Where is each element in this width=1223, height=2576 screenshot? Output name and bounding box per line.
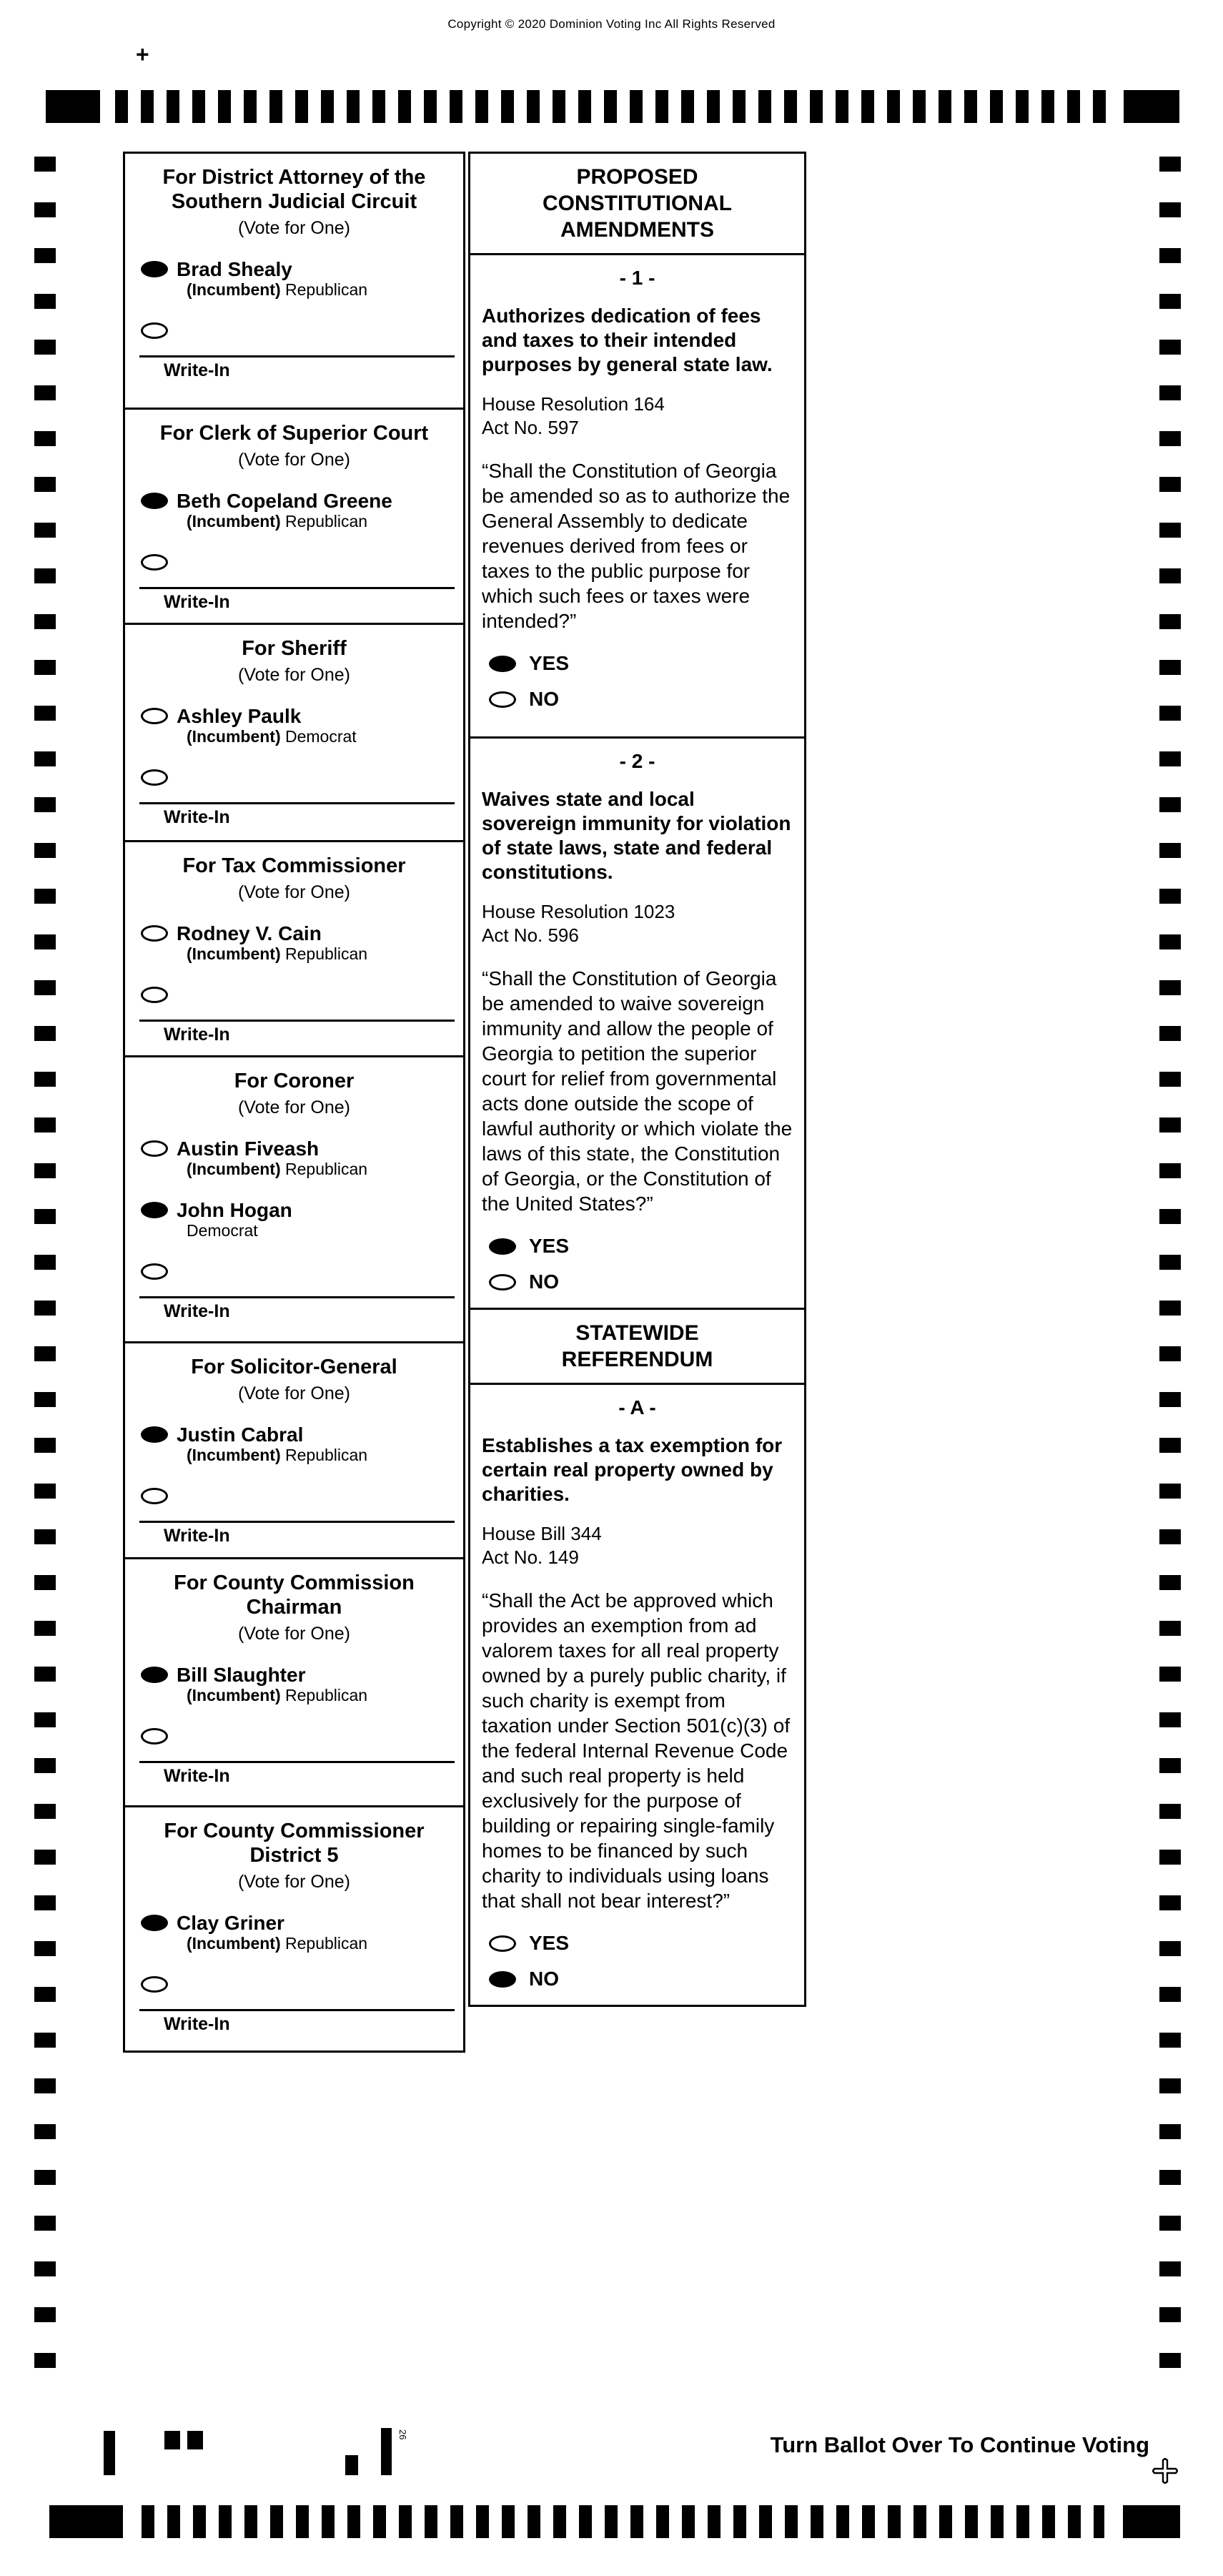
timing-block [49, 2505, 123, 2538]
contest-coroner [125, 1057, 463, 1343]
writein-label: Write-In [164, 1301, 230, 1321]
contest-title: For District Attorney of the Southern Judicial Circuit [162, 166, 426, 213]
measure-amendment-1 [470, 255, 804, 739]
measure-number: - A - [618, 1396, 656, 1418]
measure-references: House Resolution 1023 Act No. 596 [482, 901, 675, 946]
selection-bubble[interactable] [489, 1971, 516, 1988]
candidate-option[interactable] [125, 1199, 463, 1240]
candidate-option[interactable] [125, 1664, 463, 1705]
measure-number: - 1 - [619, 267, 655, 289]
alignment-cross-icon [1152, 2458, 1178, 2484]
writein-bubble[interactable] [141, 1488, 168, 1504]
option-yes[interactable]: YES [489, 1235, 793, 1258]
turn-ballot-over-instruction: Turn Ballot Over To Continue Voting [770, 2432, 1149, 2457]
writein-label: Write-In [164, 1025, 230, 1045]
measure-references: House Bill 344 Act No. 149 [482, 1523, 602, 1568]
measure-amendment-2 [470, 739, 804, 1310]
candidate-option[interactable] [125, 258, 463, 300]
vote-for-instruction: (Vote for One) [237, 1624, 351, 1644]
contest-clerk-superior-court [125, 410, 463, 625]
selection-bubble[interactable] [141, 925, 168, 942]
contest-title: For County Commission Chairman [174, 1571, 415, 1619]
selection-bubble[interactable] [489, 1238, 516, 1255]
selection-bubble[interactable] [489, 1274, 516, 1291]
selection-bubble[interactable] [141, 1140, 168, 1157]
contest-county-commissioner-district-5 [125, 1807, 463, 2051]
selection-bubble[interactable] [141, 1915, 168, 1931]
writein-line[interactable] [139, 1296, 455, 1298]
contest-title: For Coroner [234, 1070, 355, 1092]
sheet-code-mark [164, 2431, 180, 2449]
timing-band-bottom [0, 2505, 1223, 2538]
vote-for-instruction: (Vote for One) [237, 1383, 351, 1403]
writein-label: Write-In [164, 807, 230, 827]
timing-bars [142, 2505, 1104, 2538]
candidate-option[interactable] [125, 490, 463, 531]
contest-tax-commissioner [125, 842, 463, 1057]
vote-for-instruction: (Vote for One) [237, 882, 351, 902]
timing-block [46, 90, 100, 123]
contest-district-attorney [125, 154, 463, 410]
writein-label: Write-In [164, 592, 230, 612]
candidate-option[interactable] [125, 705, 463, 746]
writein-bubble[interactable] [141, 1263, 168, 1280]
candidate-detail: (Incumbent) Republican [187, 280, 368, 299]
contest-column [123, 152, 465, 2053]
selection-bubble[interactable] [141, 708, 168, 724]
selection-bubble[interactable] [141, 493, 168, 509]
writein-bubble[interactable] [141, 987, 168, 1003]
candidate-detail: (Incumbent) Republican [187, 944, 368, 963]
contest-solicitor-general [125, 1343, 463, 1559]
candidate-detail: (Incumbent) Democrat [187, 727, 357, 746]
writein-bubble[interactable] [141, 554, 168, 571]
sheet-code-mark [187, 2431, 203, 2449]
contest-title: For Clerk of Superior Court [159, 422, 429, 445]
contest-title: For Tax Commissioner [182, 854, 406, 877]
option-no[interactable]: NO [489, 1968, 793, 1990]
candidate-option[interactable] [125, 1138, 463, 1179]
sheet-code-number: 26 [397, 2429, 408, 2440]
selection-bubble[interactable] [141, 1202, 168, 1218]
candidate-option[interactable] [125, 1423, 463, 1465]
candidate-name: Ashley Paulk [177, 705, 302, 727]
selection-bubble[interactable] [141, 1667, 168, 1683]
vote-for-instruction: (Vote for One) [237, 1097, 351, 1117]
candidate-detail: (Incumbent) Republican [187, 512, 368, 531]
sheet-code-mark [104, 2431, 115, 2475]
candidate-name: Clay Griner [177, 1912, 284, 1934]
contest-title: For Sheriff [242, 637, 347, 660]
vote-for-instruction: (Vote for One) [237, 1872, 351, 1892]
option-no[interactable]: NO [489, 688, 793, 711]
timing-block [1123, 2505, 1180, 2538]
timing-band-top [0, 90, 1223, 123]
amendments-header: PROPOSED CONSTITUTIONAL AMENDMENTS [470, 154, 804, 255]
candidate-option[interactable] [125, 922, 463, 964]
candidate-detail: (Incumbent) Republican [187, 1160, 368, 1178]
tick-column-left [34, 157, 56, 2369]
vote-for-instruction: (Vote for One) [237, 218, 351, 238]
sheet-code-mark [345, 2455, 358, 2475]
tick-column-right [1159, 157, 1181, 2369]
writein-bubble[interactable] [141, 322, 168, 339]
sheet-code-mark [381, 2428, 392, 2475]
writein-line[interactable] [139, 2009, 455, 2011]
contest-sheriff [125, 625, 463, 842]
candidate-name: Brad Shealy [177, 258, 292, 280]
selection-bubble[interactable] [489, 1935, 516, 1952]
writein-bubble[interactable] [141, 769, 168, 786]
measure-question: “Shall the Constitution of Georgia be amended so as to authorize the General Assembly to dedicate revenues derived from fees or taxes to the public purpose for which such fees or taxes were intended?” [482, 460, 791, 632]
measure-summary: Establishes a tax exemption for certain real property owned by charities. [482, 1434, 783, 1505]
measure-number: - 2 - [619, 750, 655, 772]
candidate-name: Bill Slaughter [177, 1664, 306, 1686]
selection-bubble[interactable] [489, 691, 516, 708]
vote-for-instruction: (Vote for One) [237, 450, 351, 470]
candidate-detail: Democrat [187, 1221, 258, 1240]
copyright-line: Copyright © 2020 Dominion Voting Inc All Rights Reserved [447, 17, 776, 31]
selection-bubble[interactable] [141, 1426, 168, 1443]
measures-column [468, 152, 806, 2007]
candidate-detail: (Incumbent) Republican [187, 1934, 368, 1953]
candidate-name: Rodney V. Cain [177, 922, 322, 944]
measure-summary: Authorizes dedication of fees and taxes to their intended purposes by general state law. [482, 305, 773, 375]
writein-bubble[interactable] [141, 1728, 168, 1745]
option-yes[interactable]: YES [489, 1932, 793, 1955]
writein-line[interactable] [139, 1521, 455, 1523]
candidate-name: Beth Copeland Greene [177, 490, 392, 512]
writein-line[interactable] [139, 587, 455, 589]
contest-title: For County Commissioner District 5 [164, 1820, 425, 1867]
candidate-detail: (Incumbent) Republican [187, 1686, 368, 1704]
referendum-header: STATEWIDE REFERENDUM [470, 1310, 804, 1385]
writein-label: Write-In [164, 360, 230, 380]
writein-label: Write-In [164, 1526, 230, 1546]
contest-county-commission-chairman [125, 1559, 463, 1807]
timing-block [1124, 90, 1179, 123]
option-no[interactable]: NO [489, 1270, 793, 1293]
candidate-name: John Hogan [177, 1199, 292, 1221]
writein-bubble[interactable] [141, 1976, 168, 1993]
measure-question: “Shall the Act be approved which provides an exemption from ad valorem taxes for all real property owned by a purely public charity, if such charity is exempt from taxation under Section 501(c)(3) of the federal Internal Revenue Code and such real property is held exclusively for the purpose of building or repairing single-family homes to be financed by such charity to individuals using loans that shall not bear interest?” [482, 1589, 791, 1912]
measure-referendum-a [470, 1385, 804, 2005]
candidate-detail: (Incumbent) Republican [187, 1446, 368, 1464]
vote-for-instruction: (Vote for One) [237, 665, 351, 685]
contest-title: For Solicitor-General [191, 1356, 397, 1378]
writein-line[interactable] [139, 802, 455, 804]
measure-references: House Resolution 164 Act No. 597 [482, 393, 665, 438]
writein-line[interactable] [139, 1761, 455, 1763]
registration-plus-mark: + [136, 41, 149, 67]
candidate-name: Justin Cabral [177, 1423, 304, 1446]
measure-question: “Shall the Constitution of Georgia be amended to waive sovereign immunity and allow the people of Georgia to petition the superior court for relief from governmental acts done outside the scope of lawful authority or which violate the laws of this state, the Constitution of Georgia, or the Constitution of the United States?” [482, 967, 793, 1215]
writein-label: Write-In [164, 1766, 230, 1786]
writein-line[interactable] [139, 1020, 455, 1022]
selection-bubble[interactable] [141, 261, 168, 277]
selection-bubble[interactable] [489, 656, 516, 672]
writein-label: Write-In [164, 2014, 230, 2034]
timing-bars [115, 90, 1110, 123]
candidate-name: Austin Fiveash [177, 1138, 320, 1160]
measure-summary: Waives state and local sovereign immunity for violation of state laws, state and federal constitutions. [482, 788, 791, 883]
candidate-option[interactable] [125, 1912, 463, 1953]
writein-line[interactable] [139, 355, 455, 357]
option-yes[interactable]: YES [489, 652, 793, 675]
